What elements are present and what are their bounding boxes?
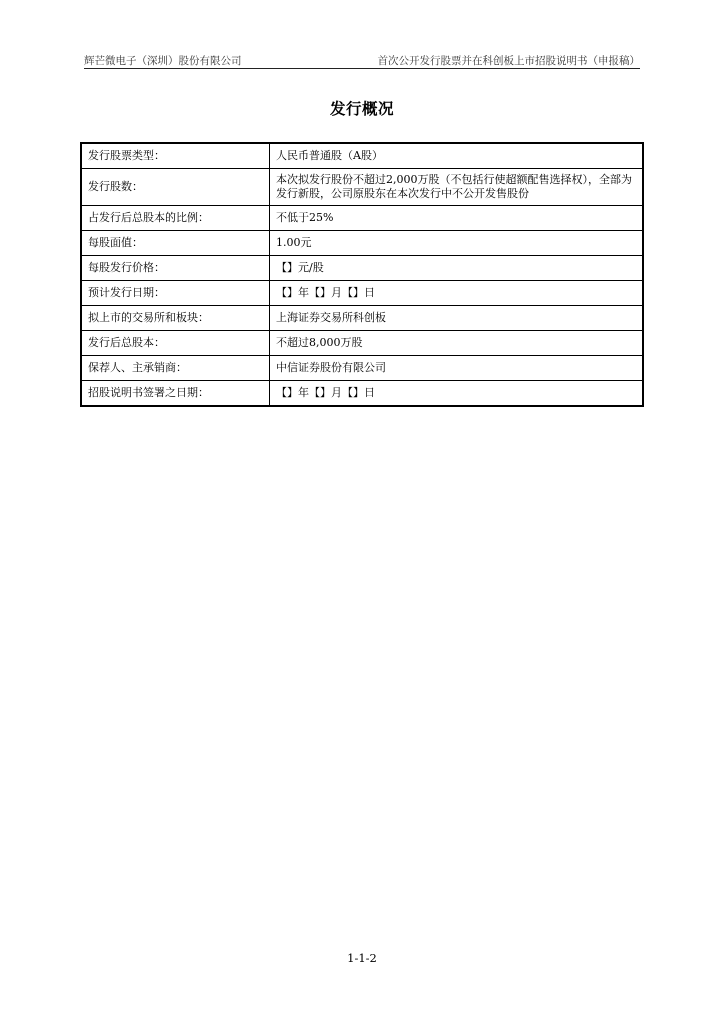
row-label: 预计发行日期：: [81, 281, 270, 306]
row-value: 人民币普通股（A股）: [270, 143, 643, 169]
row-label: 发行股票类型：: [81, 143, 270, 169]
row-value: 【】元/股: [270, 256, 643, 281]
table-row: [81, 356, 643, 381]
header-divider: [84, 68, 640, 69]
offering-overview-table: [80, 142, 644, 407]
row-value: 本次拟发行股份不超过2,000万股（不包括行使超额配售选择权），全部为发行新股，公司原股东在本次发行中不公开发售股份: [270, 169, 643, 206]
row-value: 【】年【】月【】日: [270, 281, 643, 306]
row-value: 不低于25%: [270, 206, 643, 231]
row-label: 每股面值：: [81, 231, 270, 256]
row-label: 招股说明书签署之日期：: [81, 381, 270, 407]
row-value: 上海证券交易所科创板: [270, 306, 643, 331]
row-label: 占发行后总股本的比例：: [81, 206, 270, 231]
table-row: [81, 231, 643, 256]
header-company-name: 辉芒微电子（深圳）股份有限公司: [84, 55, 242, 67]
row-value: 不超过8,000万股: [270, 331, 643, 356]
table-row: [81, 143, 643, 169]
table-row: [81, 331, 643, 356]
row-label: 拟上市的交易所和板块：: [81, 306, 270, 331]
table-row: [81, 281, 643, 306]
table-row: [81, 256, 643, 281]
table-row: [81, 169, 643, 206]
header-document-name: 首次公开发行股票并在科创板上市招股说明书（申报稿）: [377, 55, 640, 67]
row-value: 1.00元: [270, 231, 643, 256]
row-label: 发行股数：: [81, 169, 270, 206]
row-label: 发行后总股本：: [81, 331, 270, 356]
row-value: 【】年【】月【】日: [270, 381, 643, 407]
table-row: [81, 306, 643, 331]
row-label: 保荐人、主承销商：: [81, 356, 270, 381]
row-label: 每股发行价格：: [81, 256, 270, 281]
page-number: 1-1-2: [347, 951, 377, 965]
page-title: 发行概况: [329, 100, 394, 118]
page-header: [84, 52, 640, 68]
row-value: 中信证券股份有限公司: [270, 356, 643, 381]
table-row: [81, 381, 643, 407]
table-row: [81, 206, 643, 231]
